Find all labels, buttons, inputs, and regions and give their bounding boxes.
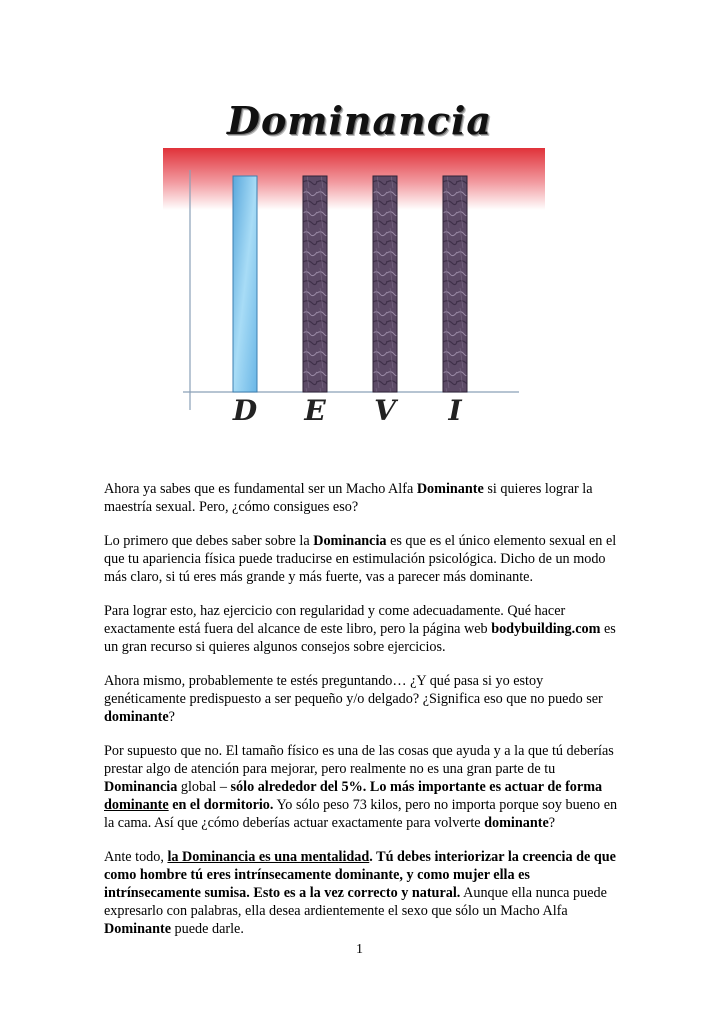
paragraph-4: Ahora mismo, probablemente te estés preguntando… ¿Y qué pasa si yo estoy genéticamente predispuesto a ser pequeño y/o delgado? ¿Significa eso que no puedo ser dominante? (104, 673, 603, 725)
chart-bar-i (443, 176, 467, 392)
paragraph-2: Lo primero que debes saber sobre la Dominancia es que es el único elemento sexual en el que tu apariencia física puede traducirse en estimulación psicológica. Dicho de un modo más claro, si tú eres más grande y más fuerte, vas a parecer más dominante. (104, 533, 617, 585)
body-text (104, 480, 624, 954)
chart-label-v: V (374, 394, 396, 427)
chart-bar-v (373, 176, 397, 392)
paragraph-3: Para lograr esto, haz ejercicio con regularidad y come adecuadamente. Qué hacer exactamente está fuera del alcance de este libro, pero la página web bodybuilding.com es un gran recurso si quieres algunos consejos sobre ejercicios. (104, 603, 616, 655)
page-title: Dominancia (226, 98, 492, 143)
page-number: 1 (356, 942, 363, 957)
dominance-chart (163, 148, 545, 428)
paragraph-1: Ahora ya sabes que es fundamental ser un Macho Alfa Dominante si quieres lograr la maestría sexual. Pero, ¿cómo consigues eso? (104, 481, 593, 515)
chart-label-e: E (304, 394, 326, 427)
chart-label-i: I (448, 394, 462, 427)
paragraph-5: Por supuesto que no. El tamaño físico es una de las cosas que ayuda y a la que tú deberías prestar algo de atención para mejorar, pero realmente no es una gran parte de tu Dominancia global – sólo alrededor del 5%. Lo más importante es actuar de forma dominante en el dormitorio. Yo sólo peso 73 kilos, pero no importa porque soy bueno en la cama. Así que ¿cómo deberías actuar exactamente para volverte dominante? (104, 743, 618, 831)
chart-bar-e (303, 176, 327, 392)
paragraph-6: Ante todo, la Dominancia es una mentalidad. Tú debes interiorizar la creencia de que como hombre tú eres intrínsecamente dominante, y como mujer ella es intrínsecamente sumisa. Esto es a la vez correcto y natural. Aunque ella nunca puede expresarlo con palabras, ella desea ardientemente el sexo que sólo un Macho Alfa Dominante puede darle. (104, 849, 616, 937)
chart-label-d: D (232, 394, 258, 427)
chart-background-band (163, 148, 545, 210)
chart-bar-d (233, 176, 257, 392)
